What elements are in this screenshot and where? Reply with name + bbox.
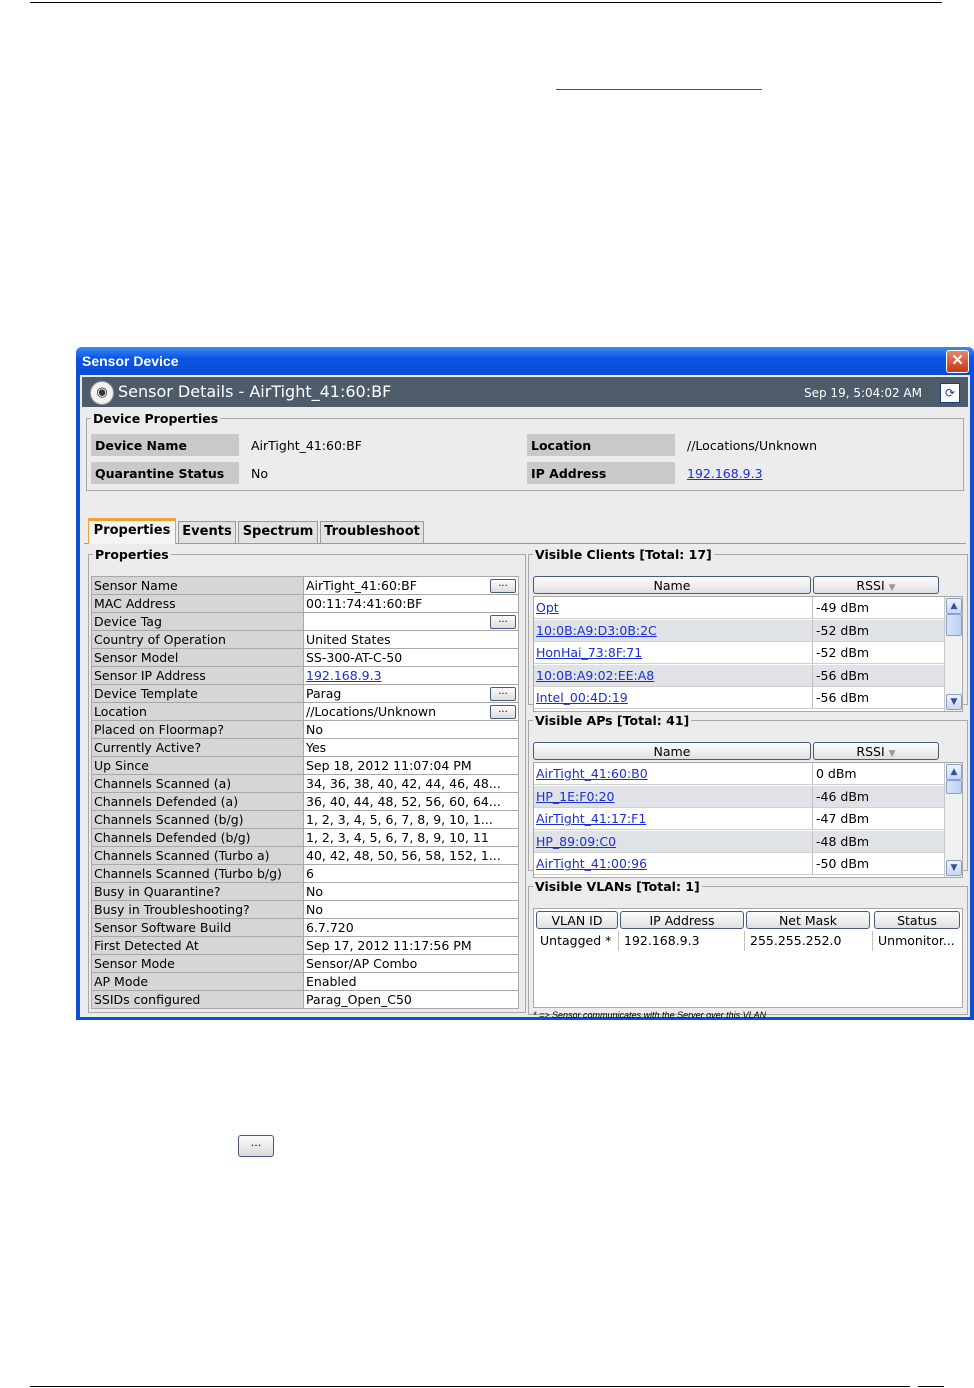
client-name-cell — [534, 597, 813, 619]
property-key: Placed on Floormap? — [92, 721, 304, 739]
vlan-ip-cell[interactable]: 192.168.9.3 — [624, 933, 700, 948]
ip-address-link[interactable]: 192.168.9.3 — [687, 466, 763, 481]
sensor-device-window — [76, 347, 974, 1020]
property-row — [92, 991, 519, 1009]
property-value-cell — [304, 919, 519, 937]
property-key: Location — [92, 703, 304, 721]
property-value: //Locations/Unknown — [306, 704, 437, 719]
property-key: Channels Scanned (Turbo b/g) — [92, 865, 304, 883]
clients-list — [533, 596, 963, 712]
property-value-cell — [304, 937, 519, 955]
property-value-cell — [304, 901, 519, 919]
ap-rssi-cell: -46 dBm — [816, 788, 870, 804]
property-row — [92, 793, 519, 811]
ap-rssi-cell: -47 dBm — [816, 811, 870, 827]
client-name-cell — [534, 687, 813, 709]
vlan-status-column-header[interactable]: Status — [874, 911, 960, 929]
properties-group — [88, 547, 526, 1013]
property-key: Channels Scanned (a) — [92, 775, 304, 793]
ellipsis-button[interactable]: ... — [490, 705, 516, 719]
property-row — [92, 937, 519, 955]
device-properties-legend: Device Properties — [93, 411, 219, 426]
property-value-cell — [304, 613, 519, 631]
quarantine-status-value: No — [251, 466, 268, 481]
property-value: 6.7.720 — [306, 920, 354, 935]
property-value-cell — [304, 703, 519, 721]
ellipsis-button[interactable]: ... — [490, 579, 516, 593]
ap-name-cell — [534, 763, 813, 785]
property-value: 34, 36, 38, 40, 42, 44, 46, 48... — [306, 776, 501, 791]
property-value: 00:11:74:41:60:BF — [306, 596, 423, 611]
sort-down-icon: ▼ — [888, 749, 896, 759]
tab-properties[interactable]: Properties — [88, 518, 176, 544]
scroll-up-icon[interactable]: ▲ — [946, 764, 962, 780]
property-value-cell — [304, 955, 519, 973]
property-value: 1, 2, 3, 4, 5, 6, 7, 8, 9, 10, 11 — [306, 830, 489, 845]
property-key: Country of Operation — [92, 631, 304, 649]
location-value: //Locations/Unknown — [687, 438, 818, 453]
clients-name-column-header[interactable]: Name — [533, 576, 811, 594]
client-name-link[interactable]: HonHai_73:8F:71 — [536, 645, 643, 661]
property-value: United States — [306, 632, 391, 647]
ap-rssi-cell: -50 dBm — [816, 856, 870, 872]
property-value-link[interactable]: 192.168.9.3 — [306, 668, 382, 683]
aps-scrollbar[interactable] — [944, 763, 961, 877]
property-row — [92, 775, 519, 793]
property-value: No — [306, 884, 323, 899]
property-row — [92, 829, 519, 847]
ap-name-link[interactable]: HP_89:09:C0 — [536, 833, 617, 849]
property-row — [92, 721, 519, 739]
property-row — [92, 649, 519, 667]
ap-name-cell — [534, 831, 813, 853]
property-value: No — [306, 902, 323, 917]
client-name-link[interactable]: Intel_00:4D:19 — [536, 690, 628, 706]
client-name-cell — [534, 642, 813, 664]
property-value-cell — [304, 667, 519, 685]
ip-address-label: IP Address — [527, 462, 675, 484]
property-key: Device Tag — [92, 613, 304, 631]
sensor-icon: ◉ — [90, 381, 114, 405]
client-name-cell — [534, 665, 813, 687]
client-name-link[interactable]: Opt — [536, 600, 559, 615]
vlan-ip-column-header[interactable]: IP Address — [620, 911, 744, 929]
property-value-cell — [304, 793, 519, 811]
property-key: Channels Scanned (Turbo a) — [92, 847, 304, 865]
ap-name-link[interactable]: AirTight_41:17:F1 — [536, 811, 647, 827]
page-bottom-rule — [30, 1386, 910, 1387]
header-timestamp: Sep 19, 5:04:02 AM — [804, 386, 922, 400]
close-icon: ✕ — [951, 352, 964, 369]
property-row — [92, 739, 519, 757]
clients-rssi-header-label: RSSI — [856, 578, 885, 593]
property-value: Sep 17, 2012 11:17:56 PM — [306, 938, 472, 953]
property-value-cell — [304, 829, 519, 847]
property-value: Parag — [306, 686, 342, 701]
visible-aps-group — [528, 713, 968, 871]
title-bar[interactable] — [76, 347, 974, 375]
property-value-cell — [304, 577, 519, 595]
refresh-icon[interactable]: ⟳ — [940, 383, 960, 403]
property-row — [92, 883, 519, 901]
client-row[interactable] — [534, 687, 944, 709]
scroll-thumb[interactable] — [946, 614, 962, 636]
property-value: 36, 40, 44, 48, 52, 56, 60, 64... — [306, 794, 501, 809]
header-title: Sensor Details - AirTight_41:60:BF — [118, 382, 392, 401]
ap-name-link[interactable]: AirTight_41:60:B0 — [536, 766, 648, 781]
sensor-details-header — [82, 377, 968, 407]
sort-down-icon: ▼ — [888, 583, 896, 593]
page-top-rule — [30, 2, 942, 3]
vlan-id-column-header[interactable]: VLAN ID — [536, 911, 618, 929]
property-value: Parag_Open_C50 — [306, 992, 412, 1007]
property-row — [92, 919, 519, 937]
ap-rssi-cell: 0 dBm — [816, 766, 857, 781]
property-key: Busy in Troubleshooting? — [92, 901, 304, 919]
aps-name-column-header[interactable]: Name — [533, 742, 811, 760]
property-key: Sensor Software Build — [92, 919, 304, 937]
ellipsis-button[interactable]: ... — [490, 615, 516, 629]
vlan-footnote: * => Sensor communicates with the Server over this VLAN — [533, 1010, 767, 1020]
aps-list — [533, 762, 963, 878]
device-name-value: AirTight_41:60:BF — [251, 438, 362, 453]
property-key: Busy in Quarantine? — [92, 883, 304, 901]
property-value-cell — [304, 595, 519, 613]
client-rssi-cell: -56 dBm — [816, 690, 870, 706]
property-key: MAC Address — [92, 595, 304, 613]
property-value: Enabled — [306, 974, 357, 989]
client-rssi-cell: -52 dBm — [816, 645, 870, 661]
ap-name-link[interactable]: AirTight_41:00:96 — [536, 856, 648, 872]
properties-legend: Properties — [95, 547, 169, 562]
property-value: SS-300-AT-C-50 — [306, 650, 403, 665]
ap-row[interactable] — [534, 763, 944, 785]
vlan-netmask-column-header[interactable]: Net Mask — [746, 911, 870, 929]
client-rssi-cell: -52 dBm — [816, 622, 870, 638]
visible-clients-group — [528, 547, 968, 705]
device-properties-group — [86, 411, 964, 491]
property-value: 6 — [306, 866, 314, 881]
ap-name-cell — [534, 853, 813, 875]
client-name-cell — [534, 620, 813, 642]
tab-events[interactable]: Events — [178, 521, 236, 543]
page-bottom-rule-short — [918, 1386, 944, 1387]
property-value-cell — [304, 685, 519, 703]
location-label: Location — [527, 434, 675, 456]
client-row[interactable] — [534, 597, 944, 619]
client-rssi-cell: -56 dBm — [816, 667, 870, 683]
property-value-cell — [304, 883, 519, 901]
property-value-cell — [304, 757, 519, 775]
property-row — [92, 847, 519, 865]
visible-clients-legend: Visible Clients [Total: 17] — [535, 547, 712, 562]
property-value-cell — [304, 811, 519, 829]
client-name-link[interactable]: 10:0B:A9:D3:0B:2C — [536, 622, 657, 638]
ap-row[interactable] — [534, 853, 944, 875]
scroll-down-icon[interactable]: ▼ — [946, 860, 962, 876]
close-button[interactable] — [946, 350, 969, 373]
property-row — [92, 631, 519, 649]
property-key: Channels Scanned (b/g) — [92, 811, 304, 829]
ellipsis-button[interactable]: ... — [238, 1135, 274, 1157]
vlan-col-divider — [872, 931, 873, 951]
property-value: 1, 2, 3, 4, 5, 6, 7, 8, 9, 10, 1... — [306, 812, 493, 827]
property-value-cell — [304, 847, 519, 865]
property-key: Up Since — [92, 757, 304, 775]
aps-rssi-header-label: RSSI — [856, 744, 885, 759]
client-row[interactable] — [534, 642, 944, 664]
device-name-label: Device Name — [91, 434, 239, 456]
property-row — [92, 685, 519, 703]
property-value: Sep 18, 2012 11:07:04 PM — [306, 758, 472, 773]
property-row — [92, 865, 519, 883]
vlan-col-divider — [744, 931, 745, 951]
property-key: SSIDs configured — [92, 991, 304, 1009]
client-row[interactable] — [534, 665, 944, 687]
quarantine-status-label: Quarantine Status — [91, 462, 239, 484]
property-key: Device Template — [92, 685, 304, 703]
property-key: Sensor Model — [92, 649, 304, 667]
property-row — [92, 955, 519, 973]
client-row[interactable] — [534, 620, 944, 642]
vlan-status-cell[interactable]: Unmonitor... — [878, 933, 955, 948]
scroll-down-icon[interactable]: ▼ — [946, 694, 962, 710]
property-row — [92, 811, 519, 829]
scroll-thumb[interactable] — [946, 780, 962, 794]
property-row — [92, 901, 519, 919]
ap-row[interactable] — [534, 808, 944, 830]
tab-troubleshoot[interactable]: Troubleshoot — [320, 521, 424, 543]
property-value-cell — [304, 865, 519, 883]
property-value-cell — [304, 775, 519, 793]
property-key: Channels Defended (a) — [92, 793, 304, 811]
property-key: Sensor IP Address — [92, 667, 304, 685]
tab-strip-line — [84, 543, 966, 544]
properties-table — [91, 576, 519, 1009]
ap-name-cell — [534, 786, 813, 808]
property-row — [92, 613, 519, 631]
property-row — [92, 595, 519, 613]
property-value-cell — [304, 991, 519, 1009]
visible-vlans-legend: Visible VLANs [Total: 1] — [535, 879, 700, 894]
property-value: 40, 42, 48, 50, 56, 58, 152, 1... — [306, 848, 501, 863]
client-name-link[interactable]: 10:0B:A9:02:EE:A8 — [536, 667, 655, 683]
property-key: First Detected At — [92, 937, 304, 955]
property-row — [92, 703, 519, 721]
vlan-col-divider — [618, 931, 619, 951]
ap-name-link[interactable]: HP_1E:F0:20 — [536, 788, 615, 804]
property-value-cell — [304, 649, 519, 667]
property-value-cell — [304, 739, 519, 757]
vlan-netmask-cell[interactable]: 255.255.252.0 — [750, 933, 842, 948]
vlans-table — [533, 908, 963, 1008]
property-row — [92, 667, 519, 685]
client-rssi-cell: -49 dBm — [816, 600, 870, 615]
property-value: Yes — [306, 740, 327, 755]
ap-row[interactable] — [534, 786, 944, 808]
link-underline[interactable] — [556, 89, 762, 90]
property-value: Sensor/AP Combo — [306, 956, 418, 971]
property-value: No — [306, 722, 323, 737]
visible-aps-legend: Visible APs [Total: 41] — [535, 713, 690, 728]
tab-spectrum[interactable]: Spectrum — [238, 521, 318, 543]
clients-scrollbar[interactable] — [944, 597, 961, 711]
window-title: Sensor Device — [82, 353, 179, 369]
property-value: AirTight_41:60:BF — [306, 578, 417, 593]
property-key: Sensor Mode — [92, 955, 304, 973]
window-client-area — [80, 375, 970, 1020]
property-value-cell — [304, 631, 519, 649]
ap-name-cell — [534, 808, 813, 830]
aps-rssi-column-header[interactable] — [813, 742, 939, 760]
property-key: Currently Active? — [92, 739, 304, 757]
property-row — [92, 577, 519, 595]
property-key: Sensor Name — [92, 577, 304, 595]
ap-rssi-cell: -48 dBm — [816, 833, 870, 849]
property-value-cell — [304, 973, 519, 991]
clients-rssi-column-header[interactable] — [813, 576, 939, 594]
visible-vlans-group — [528, 879, 968, 1020]
ap-row[interactable] — [534, 831, 944, 853]
scroll-up-icon[interactable]: ▲ — [946, 598, 962, 614]
property-key: AP Mode — [92, 973, 304, 991]
property-key: Channels Defended (b/g) — [92, 829, 304, 847]
property-row — [92, 757, 519, 775]
vlan-id-cell[interactable]: Untagged * — [540, 933, 612, 948]
property-row — [92, 973, 519, 991]
property-value-cell — [304, 721, 519, 739]
ellipsis-button[interactable]: ... — [490, 687, 516, 701]
